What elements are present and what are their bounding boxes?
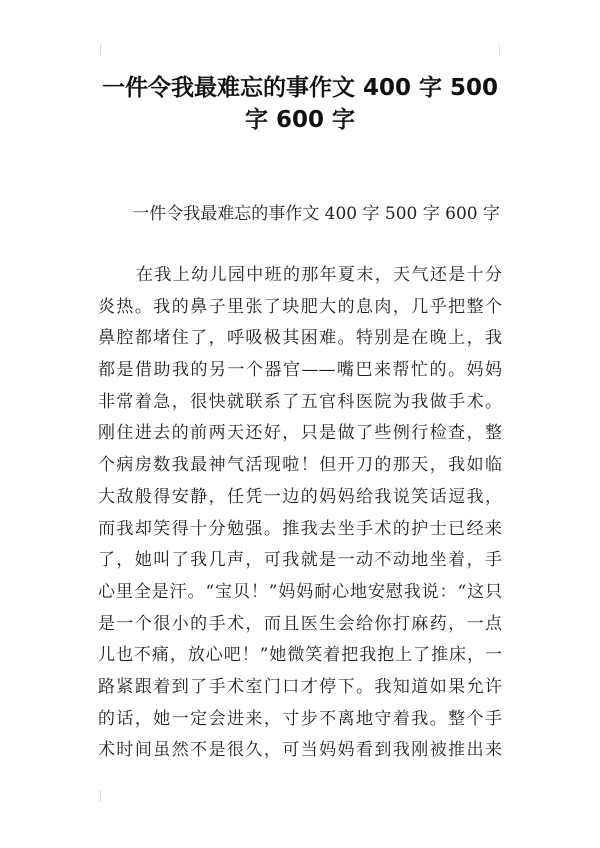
text-line: 炎热。我的鼻子里张了块肥大的息肉，几乎把整个 <box>98 296 502 317</box>
corner-mark <box>100 44 101 56</box>
document-subtitle: 一件令我最难忘的事作文 400 字 500 字 600 字 <box>132 204 500 224</box>
text-line: 心里全是汗。“宝贝！”妈妈耐心地安慰我说：“这只 <box>98 581 502 602</box>
text-line: 都是借助我的另一个器官——嘴巴来帮忙的。妈妈 <box>98 360 502 381</box>
title-line: 字 600 字 <box>244 107 356 133</box>
title-line: 一件令我最难忘的事作文 400 字 500 <box>101 75 499 101</box>
essay-body <box>98 260 502 767</box>
corner-mark <box>100 790 101 802</box>
text-line: 术时间虽然不是很久，可当妈妈看到我刚被推出来 <box>98 740 502 761</box>
document-title <box>70 72 530 136</box>
text-line: 在我上幼儿园中班的那年夏末，天气还是十分 <box>136 265 502 285</box>
corner-mark <box>499 44 500 56</box>
text-line: 刚住进去的前两天还好，只是做了些例行检查，整 <box>98 423 502 444</box>
text-line: 鼻腔都堵住了，呼吸极其困难。特别是在晚上，我 <box>98 328 502 349</box>
text-line: 大敌般得安静，任凭一边的妈妈给我说笑话逗我， <box>98 486 502 507</box>
text-line: 是一个很小的手术，而且医生会给你打麻药，一点 <box>98 613 502 634</box>
text-line: 的话，她一定会进来，寸步不离地守着我。整个手 <box>98 708 502 729</box>
text-line: 而我却笑得十分勉强。推我去坐手术的护士已经来 <box>98 518 502 539</box>
text-line: 了，她叫了我几声，可我就是一动不动地坐着，手 <box>98 550 502 571</box>
text-line: 路紧跟着到了手术室门口才停下。我知道如果允许 <box>98 676 502 697</box>
text-line: 个病房数我最神气活现啦！但开刀的那天，我如临 <box>98 455 502 476</box>
text-line: 儿也不痛，放心吧！”她微笑着把我抱上了推床，一 <box>98 645 502 666</box>
text-line: 非常着急，很快就联系了五官科医院为我做手术。 <box>98 391 502 412</box>
